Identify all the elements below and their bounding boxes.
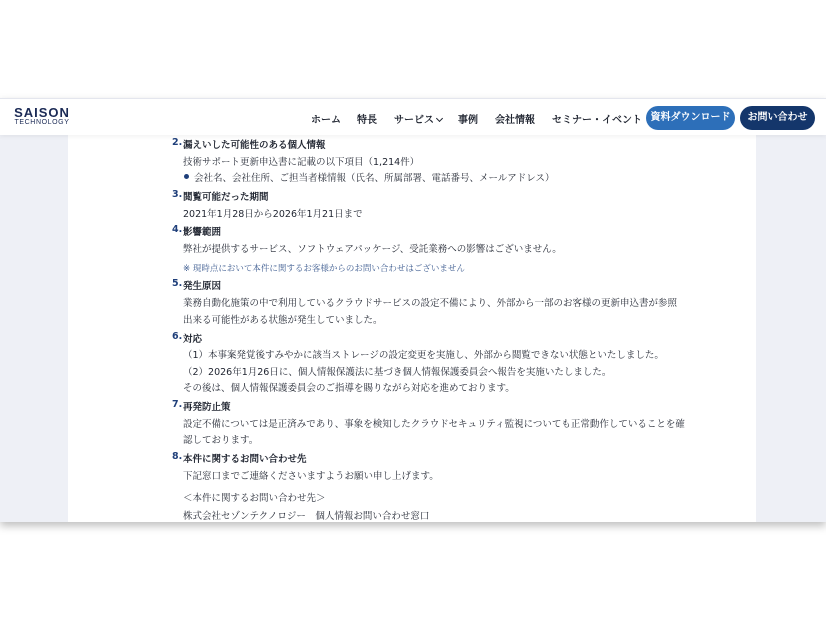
contact-name: 株式会社セゾンテクノロジー 個人情報お問い合わせ窓口 [183,511,430,522]
section-title: 再発防止策 [183,402,231,413]
section-title: 対応 [183,334,203,345]
nav-services[interactable] [394,111,442,126]
section-number: 7. [172,399,183,410]
section-number: 8. [172,451,183,462]
section-number: 4. [172,224,183,235]
nav-company[interactable]: 会社情報 [495,115,535,126]
section-number: 5. [172,278,183,289]
section-text: （2）2026年1月26日に、個人情報保護法に基づき個人情報保護委員会へ報告を実施いたしました。 [183,367,612,378]
section-note: ※ 現時点において本件に関するお客様からのお問い合わせはございません [183,264,465,274]
saison-technology-logo[interactable] [12,105,72,131]
nav-seminar[interactable]: セミナー・イベント [552,115,642,126]
section-text: 下記窓口までご連絡くださいますようお願い申し上げます。 [183,471,439,482]
bullet-icon [184,174,189,179]
section-text: 技術サポート更新申込書に記載の以下項目（1,214件） [183,157,420,168]
nav-features[interactable]: 特長 [357,115,377,126]
section-title: 本件に関するお問い合わせ先 [183,454,307,465]
logo-sub-text: TECHNOLOGY [14,119,70,126]
nav-home[interactable]: ホーム [311,115,341,126]
bullet-text: 会社名、会社住所、ご担当者様情報（氏名、所属部署、電話番号、メールアドレス） [194,173,555,184]
chevron-down-icon [436,115,443,122]
section-text: 弊社が提供するサービス、ソフトウェアパッケージ、受託業務への影響はございません。 [183,244,562,255]
section-text: 認しております。 [183,435,259,446]
section-text: （1）本事案発覚後すみやかに該当ストレージの設定変更を実施し、外部から閲覧できない状態といたしました。 [183,350,664,361]
download-button[interactable]: 資料ダウンロード [646,106,735,130]
section-text: 設定不備については是正済みであり、事象を検知したクラウドセキュリティ監視についても正常動作していることを確 [183,419,685,430]
site-header [0,98,826,135]
section-number: 3. [172,189,183,200]
section-title: 閲覧可能だった期間 [183,192,269,203]
logo-main-text: SAISON [14,105,70,120]
section-text: 業務自動化施策の中で利用しているクラウドサービスの設定不備により、外部から一部のお客様の更新申込書が参照 [183,298,678,309]
section-text: 出来る可能性がある状態が発生していました。 [183,315,383,326]
section-text: 2021年1月28日から2026年1月21日まで [183,209,363,220]
section-title: 発生原因 [183,281,222,292]
section-text: その後は、個人情報保護委員会のご指導を賜りながら対応を進めております。 [183,383,515,394]
section-number: 2. [172,137,183,148]
nav-cases[interactable]: 事例 [458,115,478,126]
nav-services-label: サービス [394,115,434,126]
section-title: 影響範囲 [183,227,222,238]
contact-heading: ＜本件に関するお問い合わせ先＞ [183,493,326,504]
section-number: 6. [172,331,183,342]
section-title: 漏えいした可能性のある個人情報 [183,140,326,151]
page-viewport [0,98,826,522]
contact-button[interactable]: お問い合わせ [740,106,815,130]
